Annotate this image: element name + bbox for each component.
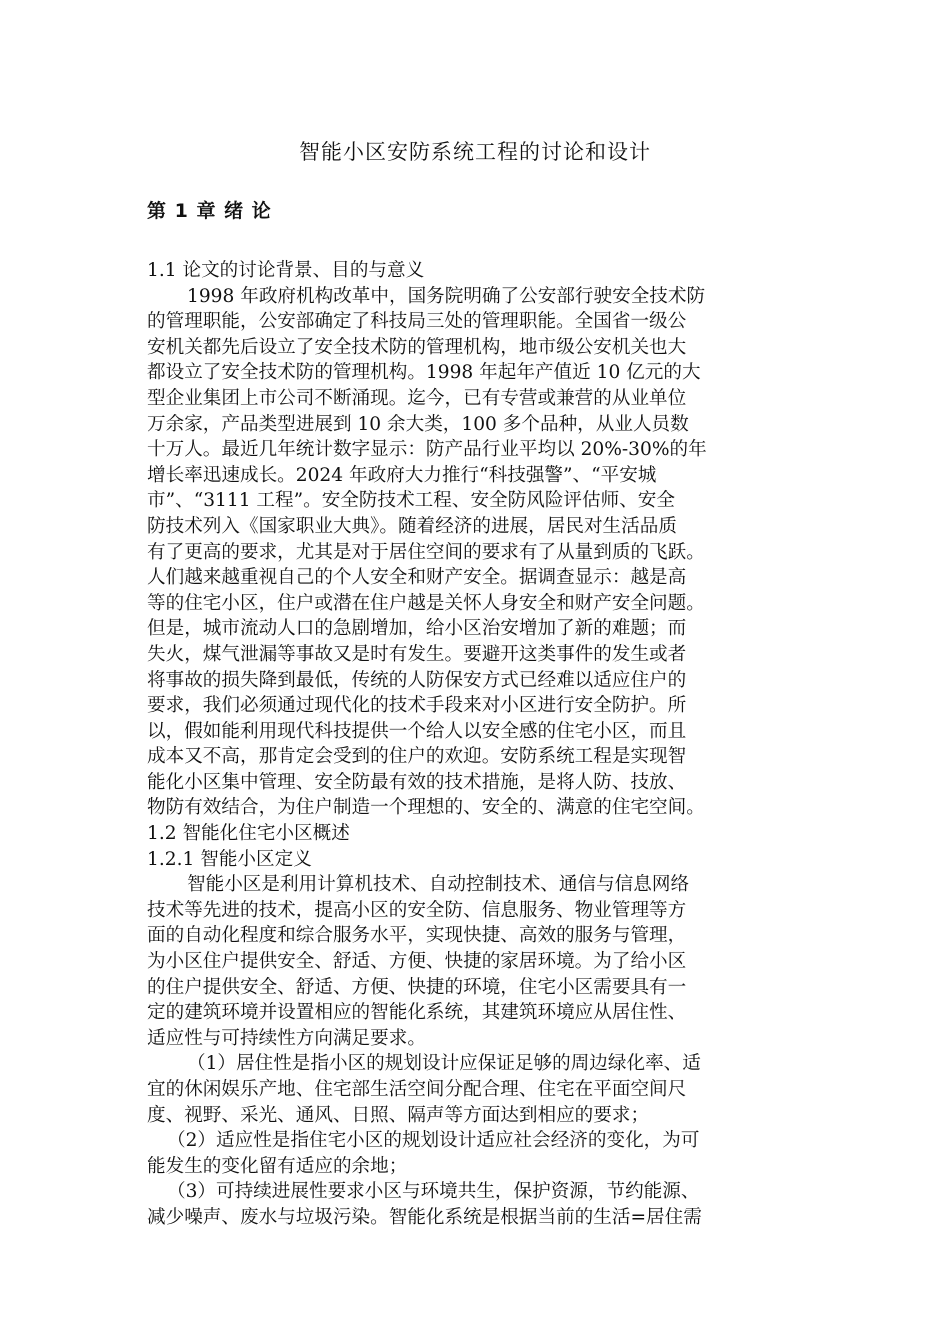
text-line: 失火，煤气泄漏等事故又是时有发生。要避开这类事件的发生或者	[147, 643, 687, 665]
text-line: 能发生的变化留有适应的余地；	[147, 1155, 408, 1177]
text-line: 为小区住户提供安全、舒适、方便、快捷的家居环境。为了给小区	[147, 951, 687, 973]
text-line: 的住户提供安全、舒适、方便、快捷的环境，住宅小区需要具有一	[147, 976, 687, 998]
text-line: 减少噪声、废水与垃圾污染。智能化系统是根据当前的生活=居住需	[147, 1206, 702, 1228]
text-line: 都设立了安全技术防的管理机构。1998 年起年产值近 10 亿元的大	[147, 362, 701, 384]
text-line: 但是，城市流动人口的急剧增加，给小区治安增加了新的难题；而	[147, 618, 687, 640]
text-line: 1.2 智能化住宅小区概述	[147, 823, 350, 845]
text-line: 智能小区是利用计算机技术、自动控制技术、通信与信息网络	[187, 874, 690, 896]
text-line: 要求，我们必须通过现代化的技术手段来对小区进行安全防护。所	[147, 695, 687, 717]
text-line: 等的住宅小区，住户或潜在住户越是关怀人身安全和财产安全问题。	[147, 592, 705, 614]
text-line: 型企业集团上市公司不断涌现。迄今，已有专营或兼营的从业单位	[147, 387, 687, 409]
text-line: 1.2.1 智能小区定义	[147, 848, 312, 870]
text-line: 面的自动化程度和综合服务水平，实现快捷、高效的服务与管理，	[147, 925, 687, 947]
text-line: （2）适应性是指住宅小区的规划设计适应社会经济的变化，为可	[167, 1130, 700, 1152]
text-line: 1.1 论文的讨论背景、目的与意义	[147, 260, 425, 281]
text-line: 增长率迅速成长。2024 年政府大力推行“科技强警”、“平安城	[147, 464, 657, 486]
text-line: 适应性与可持续性方向满足要求。	[147, 1027, 426, 1049]
text-line: 人们越来越重视自己的个人安全和财产安全。据调查显示：越是高	[147, 567, 687, 589]
text-line: 以，假如能利用现代科技提供一个给人以安全感的住宅小区，而且	[147, 720, 687, 742]
text-line: （1）居住性是指小区的规划设计应保证足够的周边绿化率、适	[187, 1053, 701, 1075]
text-line: 物防有效结合，为住户制造一个理想的、安全的、满意的住宅空间。	[147, 797, 705, 819]
text-line: 成本又不高，那肯定会受到的住户的欢迎。安防系统工程是实现智	[147, 746, 687, 768]
text-line: 市”、“3111 工程”。安全防技术工程、安全防风险评估师、安全	[147, 490, 675, 512]
text-line: 技术等先进的技术，提高小区的安全防、信息服务、物业管理等方	[147, 899, 687, 921]
text-line: 能化小区集中管理、安全防最有效的技术措施，是将人防、技放、	[147, 771, 687, 793]
text-line: 宜的休闲娱乐产地、住宅部生活空间分配合理、住宅在平面空间尺	[147, 1079, 687, 1100]
text-line: 度、视野、采光、通风、日照、隔声等方面达到相应的要求；	[147, 1104, 650, 1126]
text-line: 防技术列入《国家职业大典》。随着经济的进展，居民对生活品质	[147, 515, 677, 537]
body-text	[147, 258, 807, 1231]
text-line: 将事故的损失降到最低，传统的人防保安方式已经难以适应住户的	[147, 669, 687, 691]
text-line: 十万人。最近几年统计数字显示：防产品行业平均以 20%-30%的年	[147, 439, 707, 461]
chapter-heading: 第 1 章 绪 论	[147, 200, 272, 222]
text-line: 定的建筑环境并设置相应的智能化系统，其建筑环境应从居住性、	[147, 1002, 687, 1024]
text-line: 万余家，产品类型进展到 10 余大类，100 多个品种，从业人员数	[147, 413, 689, 435]
text-line: 有了更高的要求，尤其是对于居住空间的要求有了从量到质的飞跃。	[147, 541, 705, 563]
text-line: 的管理职能，公安部确定了科技局三处的管理职能。全国省一级公	[147, 311, 687, 333]
text-line: （3）可持续进展性要求小区与环境共生，保护资源，节约能源、	[167, 1181, 700, 1203]
document-title: 智能小区安防系统工程的讨论和设计	[299, 140, 651, 164]
text-line: 1998 年政府机构改革中，国务院明确了公安部行驶安全技术防	[187, 285, 706, 307]
text-line: 安机关都先后设立了安全技术防的管理机构，地市级公安机关也大	[147, 336, 687, 358]
